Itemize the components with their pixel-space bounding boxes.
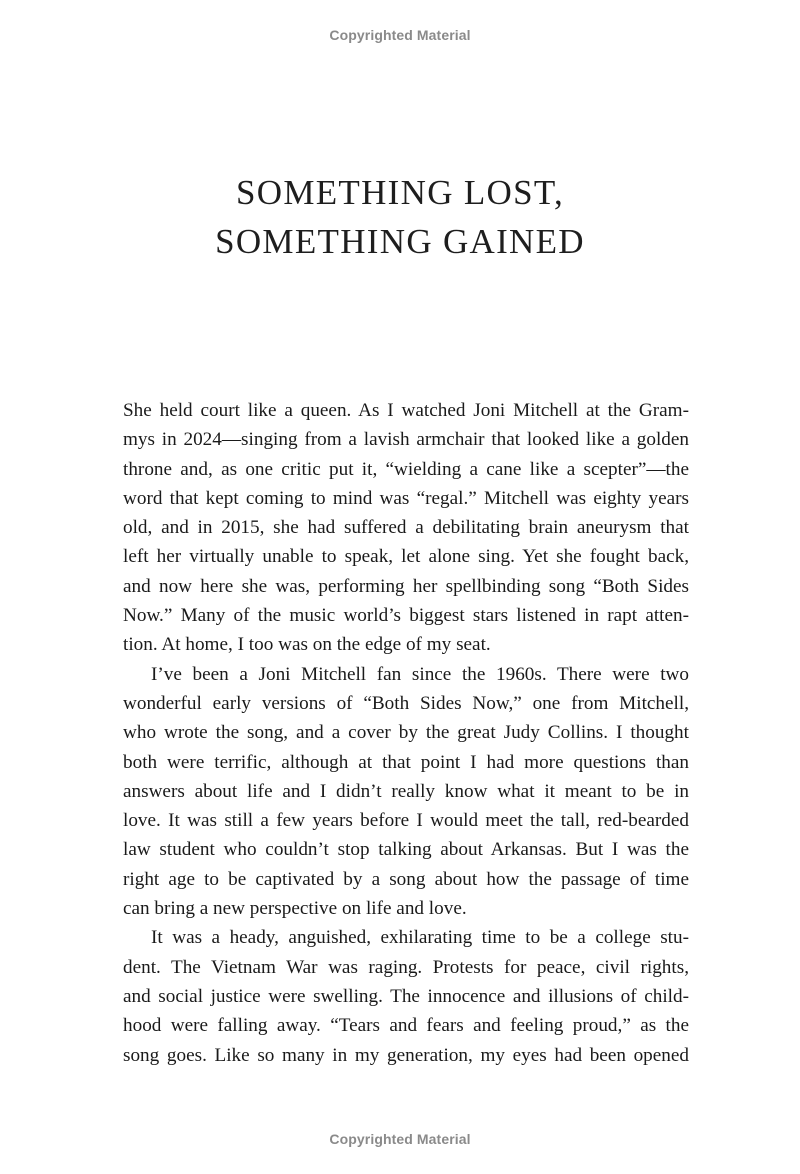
text-line: throne and, as one critic put it, “wielding a cane like a scepter”—the [123,458,689,480]
text-line: Now.” Many of the music world’s biggest stars listened in rapt atten- [123,605,689,627]
text-line: and social justice were swelling. The innocence and illusions of child- [123,985,689,1007]
text-line: wonderful early versions of “Both Sides Now,” one from Mitchell, [123,692,689,714]
text-line: left her virtually unable to speak, let alone sing. Yet she fought back, [123,546,689,568]
text-line: tion. At home, I too was on the edge of my seat. [123,634,491,656]
paragraph-3 [123,923,689,1069]
copyright-watermark-bottom: Copyrighted Material [329,1131,471,1147]
text-line: answers about life and I didn’t really know what it meant to be in [123,780,689,802]
chapter-body [123,396,689,1070]
text-line: can bring a new perspective on life and love. [123,898,467,920]
chapter-title-line-2: SOMETHING GAINED [215,222,585,261]
text-line: both were terrific, although at that point I had more questions than [123,751,689,773]
text-line: song goes. Like so many in my generation, my eyes had been opened [123,1044,689,1066]
chapter-title-line-1: SOMETHING LOST, [235,173,564,212]
text-line: She held court like a queen. As I watched Joni Mitchell at the Gram- [123,400,689,421]
paragraph-2 [123,660,689,924]
text-line: who wrote the song, and a cover by the great Judy Collins. I thought [123,722,689,744]
text-line: and now here she was, performing her spellbinding song “Both Sides [123,575,689,597]
text-line: I’ve been a Joni Mitchell fan since the 1960s. There were two [151,663,689,685]
text-line: word that kept coming to mind was “regal.” Mitchell was eighty years [123,487,689,509]
text-line: right age to be captivated by a song about how the passage of time [123,868,689,890]
text-line: love. It was still a few years before I would meet the tall, red-bearded [123,810,689,832]
copyright-watermark-top: Copyrighted Material [329,27,471,43]
text-line: dent. The Vietnam War was raging. Protests for peace, civil rights, [123,956,689,978]
text-line: old, and in 2015, she had suffered a debilitating brain aneurysm that [123,517,689,539]
text-line: It was a heady, anguished, exhilarating time to be a college stu- [151,927,689,949]
paragraph-1 [123,396,689,660]
text-line: law student who couldn’t stop talking about Arkansas. But I was the [123,839,689,861]
chapter-title [0,168,800,266]
text-line: mys in 2024—singing from a lavish armchair that looked like a golden [123,429,689,451]
text-line: hood were falling away. “Tears and fears and feeling proud,” as the [123,1015,689,1037]
